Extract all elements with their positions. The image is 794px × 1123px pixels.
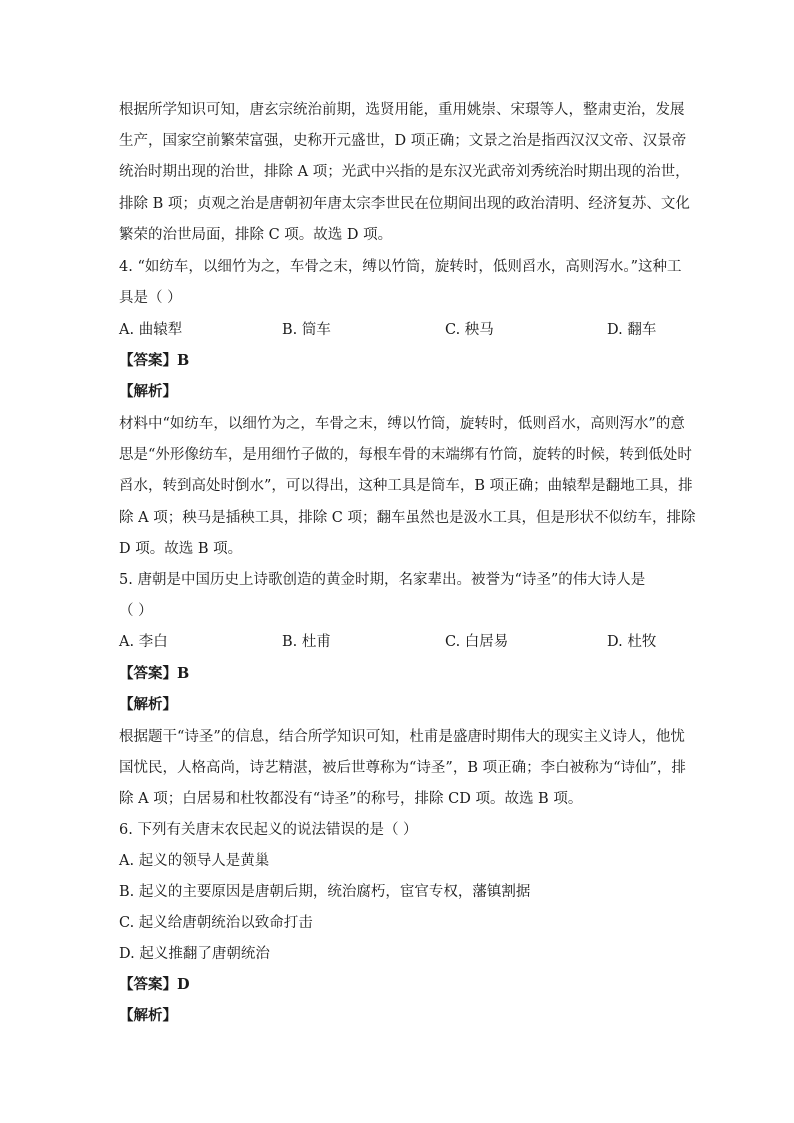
q5-answer: 【答案】B bbox=[119, 665, 190, 682]
q6-option-d: D. 起义推翻了唐朝统治 bbox=[119, 946, 270, 962]
q6-option-b: B. 起义的主要原因是唐朝后期，统治腐朽，宦官专权，藩镇割据 bbox=[119, 884, 531, 900]
q6-answer: 【答案】D bbox=[119, 976, 190, 993]
intro-line-4: 排除 B 项；贞观之治是唐朝初年唐太宗李世民在位期间出现的政治清明、经济复苏、文化 bbox=[119, 196, 690, 212]
q4-analysis-line-2: 思是“外形像纺车，是用细竹子做的，每根车骨的末端绑有竹筒，旋转的时候，转到低处时 bbox=[119, 447, 692, 463]
q5-stem-line-2: （ ） bbox=[119, 603, 153, 619]
q4-option-a: A. 曲辕犁 bbox=[119, 322, 183, 338]
q4-analysis-label: 【解析】 bbox=[119, 383, 177, 400]
intro-line-3: 统治时期出现的治世，排除 A 项；光武中兴指的是东汉光武帝刘秀统治时期出现的治世， bbox=[119, 164, 690, 180]
q5-option-d: D. 杜牧 bbox=[607, 634, 657, 650]
q5-option-b: B. 杜甫 bbox=[282, 634, 331, 650]
q6-option-c: C. 起义给唐朝统治以致命打击 bbox=[119, 915, 313, 931]
q4-analysis-line-5: D 项。故选 B 项。 bbox=[119, 541, 243, 557]
q5-analysis-line-1: 根据题干“诗圣”的信息，结合所学知识可知，杜甫是盛唐时期伟大的现实主义诗人，他忧 bbox=[119, 729, 685, 745]
q6-analysis-label: 【解析】 bbox=[119, 1007, 177, 1024]
intro-line-1: 根据所学知识可知，唐玄宗统治前期，选贤用能，重用姚崇、宋璟等人，整肃吏治，发展 bbox=[119, 102, 685, 118]
q5-option-c: C. 白居易 bbox=[445, 634, 509, 650]
q5-analysis-label: 【解析】 bbox=[119, 696, 177, 713]
q5-analysis-line-2: 国忧民，人格高尚，诗艺精湛，被后世尊称为“诗圣”，B 项正确；李白被称为“诗仙”，排 bbox=[119, 760, 686, 776]
q4-stem-line-1: 4. “如纺车，以细竹为之，车骨之末，缚以竹筒，旋转时，低则舀水，高则泻水。”这种工 bbox=[119, 259, 682, 275]
intro-line-2: 生产，国家空前繁荣富强，史称开元盛世，D 项正确；文景之治是指西汉汉文帝、汉景帝 bbox=[119, 133, 687, 149]
q5-stem-line-1: 5. 唐朝是中国历史上诗歌创造的黄金时期，名家辈出。被誉为“诗圣”的伟大诗人是 bbox=[119, 572, 646, 588]
q4-analysis-line-1: 材料中“如纺车，以细竹为之，车骨之末，缚以竹筒，旋转时，低则舀水，高则泻水”的意 bbox=[119, 416, 685, 432]
q6-option-a: A. 起义的领导人是黄巢 bbox=[119, 853, 270, 869]
q4-analysis-line-4: 除 A 项；秧马是插秧工具，排除 C 项；翻车虽然也是汲水工具，但是形状不似纺车，排除 bbox=[119, 510, 696, 526]
q4-option-c: C. 秧马 bbox=[445, 322, 494, 338]
q4-stem-line-2: 具是（ ） bbox=[119, 290, 182, 306]
intro-line-5: 繁荣的治世局面，排除 C 项。故选 D 项。 bbox=[119, 227, 393, 243]
q4-option-d: D. 翻车 bbox=[607, 322, 657, 338]
q5-option-a: A. 李白 bbox=[119, 634, 168, 650]
q4-option-b: B. 筒车 bbox=[282, 322, 331, 338]
q4-analysis-line-3: 舀水，转到高处时倒水”，可以得出，这种工具是筒车，B 项正确；曲辕犁是翻地工具，排 bbox=[119, 478, 693, 494]
q6-stem: 6. 下列有关唐末农民起义的说法错误的是（ ） bbox=[119, 822, 418, 838]
q4-answer: 【答案】B bbox=[119, 352, 190, 369]
q5-analysis-line-3: 除 A 项；白居易和杜牧都没有“诗圣”的称号，排除 CD 项。故选 B 项。 bbox=[119, 791, 583, 807]
